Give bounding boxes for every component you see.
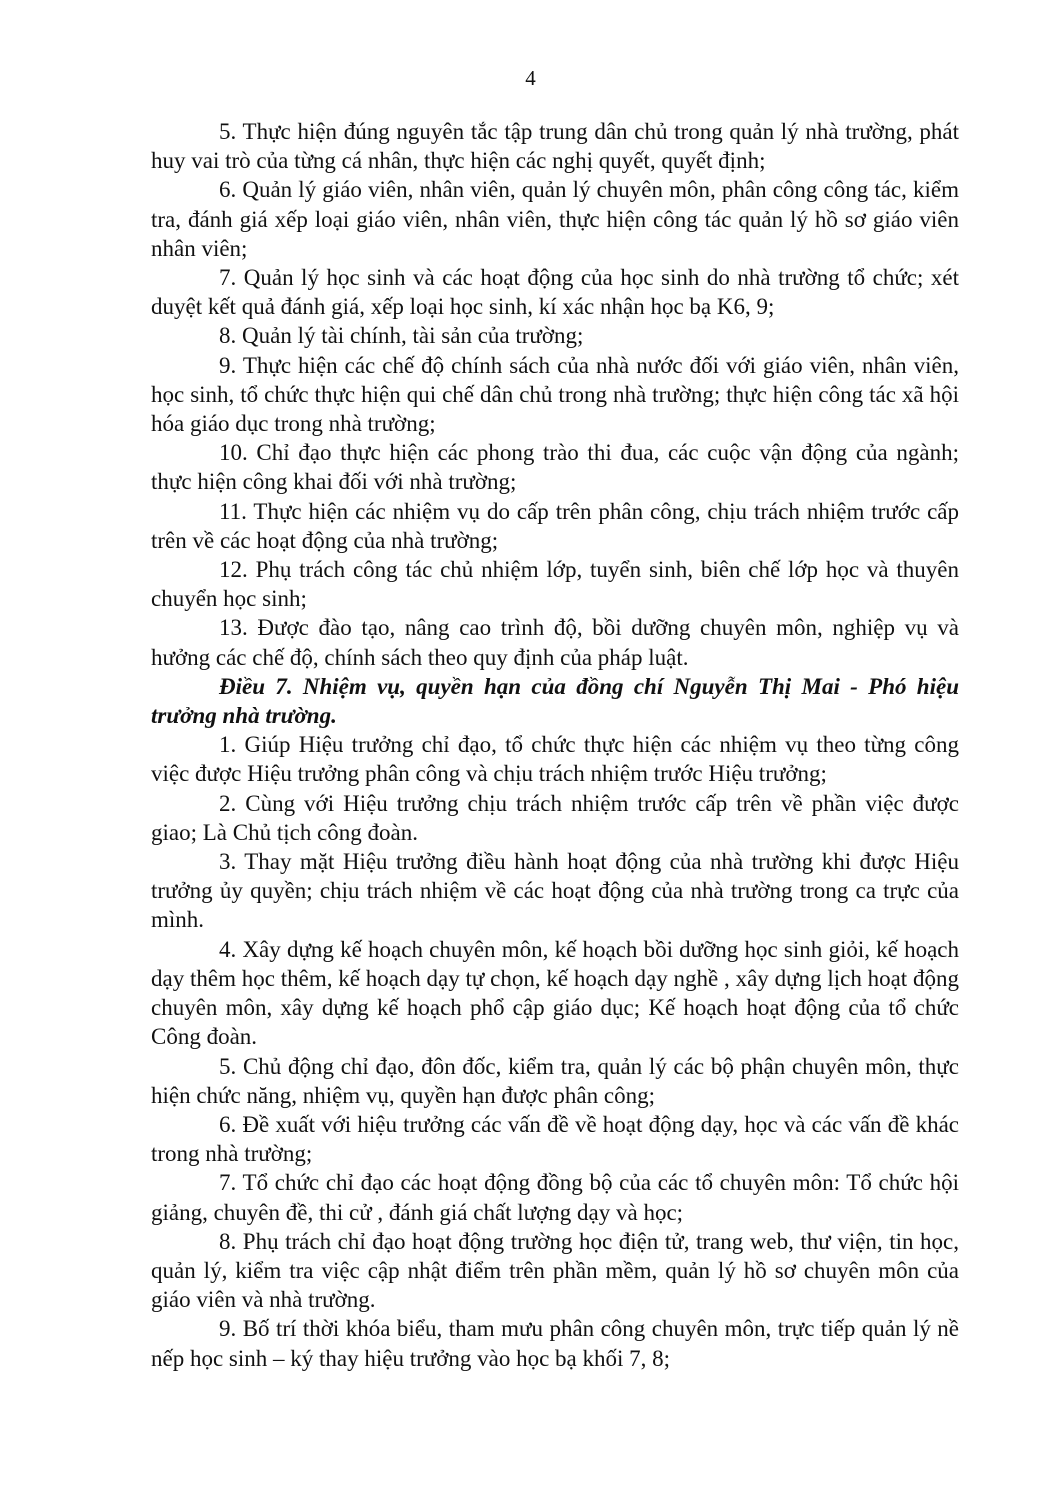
document-body [151, 117, 959, 1373]
article-7-item-9: 9. Bố trí thời khóa biểu, tham mưu phân công chuyên môn, trực tiếp quản lý nề nếp học sinh – ký thay hiệu trưởng vào học bạ khối 7, 8; [151, 1316, 959, 1371]
paragraph-item-13: 13. Được đào tạo, nâng cao trình độ, bồi dưỡng chuyên môn, nghiệp vụ và hưởng các chế độ, chính sách theo quy định của pháp luật. [151, 615, 959, 670]
article-7-item-8: 8. Phụ trách chỉ đạo hoạt động trường học điện tử, trang web, thư viện, tin học, quản lý, kiểm tra việc cập nhật điểm trên phần mềm, quản lý hồ sơ chuyên môn của giáo viên và nhà trường. [151, 1228, 959, 1313]
paragraph-item-6: 6. Quản lý giáo viên, nhân viên, quản lý chuyên môn, phân công công tác, kiểm tra, đánh giá xếp loại giáo viên, nhân viên, thực hiện công tác quản lý hồ sơ giáo viên nhân viên; [151, 177, 959, 261]
article-7-item-4: 4. Xây dựng kế hoạch chuyên môn, kế hoạch bồi dưỡng học sinh giỏi, kế hoạch dạy thêm học thêm, kế hoạch dạy tự chọn, kế hoạch dạy nghề , xây dựng lịch hoạt động chuyên môn, xây dựng kế hoạch phổ cập giáo dục; Kế hoạch hoạt động của tổ chức Công đoàn. [151, 936, 959, 1050]
article-7-item-5: 5. Chủ động chỉ đạo, đôn đốc, kiểm tra, quản lý các bộ phận chuyên môn, thực hiện chức năng, nhiệm vụ, quyền hạn được phân công; [151, 1053, 959, 1108]
paragraph-item-7: 7. Quản lý học sinh và các hoạt động của học sinh do nhà trường tổ chức; xét duyệt kết quả đánh giá, xếp loại học sinh, kí xác nhận học bạ K6, 9; [151, 265, 959, 320]
article-7-item-7: 7. Tổ chức chỉ đạo các hoạt động đồng bộ của các tổ chuyên môn: Tổ chức hội giảng, chuyên đề, thi cử , đánh giá chất lượng dạy và học; [151, 1170, 959, 1225]
article-7-item-3: 3. Thay mặt Hiệu trưởng điều hành hoạt động của nhà trường khi được Hiệu trưởng ủy quyền; chịu trách nhiệm về các hoạt động của nhà trường trong ca trực của mình. [151, 849, 959, 933]
paragraph-item-5: 5. Thực hiện đúng nguyên tắc tập trung dân chủ trong quản lý nhà trường, phát huy vai trò của từng cá nhân, thực hiện các nghị quyết, quyết định; [151, 119, 959, 174]
article-7-item-6: 6. Đề xuất với hiệu trưởng các vấn đề về hoạt động dạy, học và các vấn đề khác trong nhà trường; [151, 1111, 959, 1167]
paragraph-item-10: 10. Chỉ đạo thực hiện các phong trào thi đua, các cuộc vận động của ngành; thực hiện công khai đối với nhà trường; [151, 440, 959, 495]
article-7-item-1: 1. Giúp Hiệu trưởng chỉ đạo, tổ chức thực hiện các nhiệm vụ theo từng công việc được Hiệu trưởng phân công và chịu trách nhiệm trước Hiệu trưởng; [151, 732, 959, 787]
paragraph-item-8: 8. Quản lý tài chính, tài sản của trường; [219, 323, 584, 349]
paragraph-item-12: 12. Phụ trách công tác chủ nhiệm lớp, tuyển sinh, biên chế lớp học và thuyên chuyển học sinh; [151, 557, 959, 612]
article-7-item-2: 2. Cùng với Hiệu trưởng chịu trách nhiệm trước cấp trên về phần việc được giao; Là Chủ tịch công đoàn. [151, 790, 959, 845]
paragraph-item-11: 11. Thực hiện các nhiệm vụ do cấp trên phân công, chịu trách nhiệm trước cấp trên về các hoạt động của nhà trường; [151, 498, 959, 553]
paragraph-item-9: 9. Thực hiện các chế độ chính sách của nhà nước đối với giáo viên, nhân viên, học sinh, tổ chức thực hiện qui chế dân chủ trong nhà trường; thực hiện công tác xã hội hóa giáo dục trong nhà trường; [151, 352, 959, 437]
page-number: 4 [525, 66, 536, 90]
article-7-heading: Điều 7. Nhiệm vụ, quyền hạn của đồng chí Nguyễn Thị Mai - Phó hiệu trưởng nhà trường. [151, 673, 959, 729]
